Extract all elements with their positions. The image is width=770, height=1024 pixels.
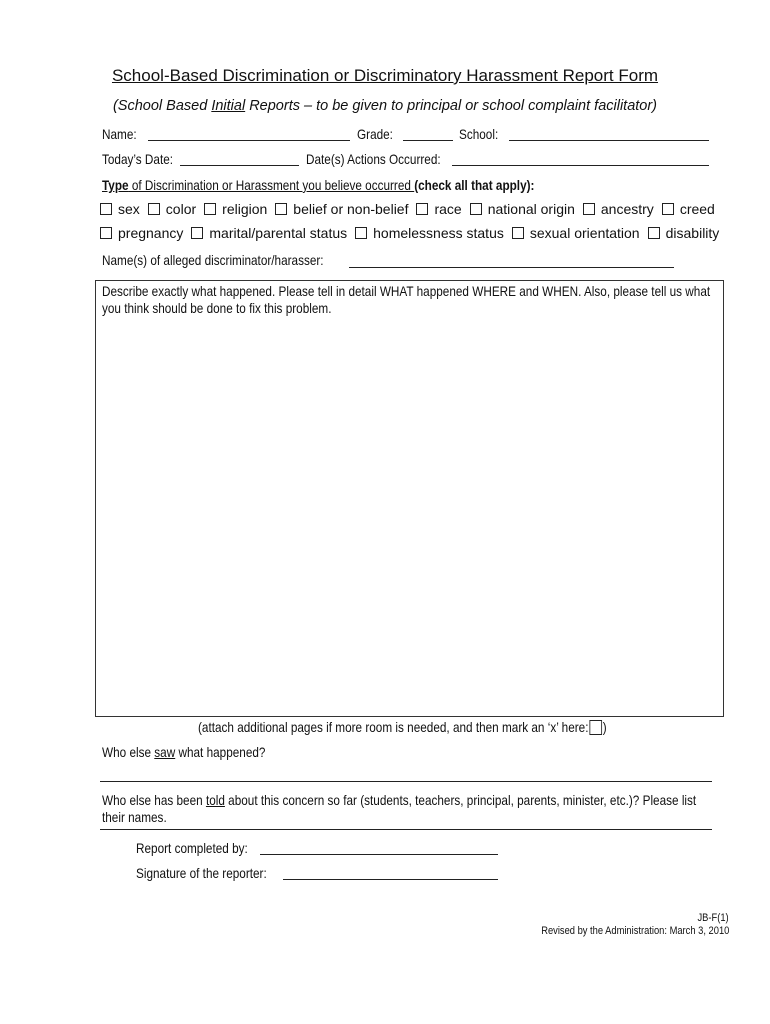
- grade-label: Grade:: [357, 126, 393, 142]
- todays-date-label: Today’s Date:: [102, 151, 174, 167]
- checkbox-label: disability: [665, 225, 720, 241]
- name-field[interactable]: [148, 140, 350, 141]
- discrimination-type-item[interactable]: [648, 225, 720, 241]
- discrimination-type-item[interactable]: [583, 201, 654, 217]
- checkbox[interactable]: [648, 227, 660, 239]
- checkbox[interactable]: [100, 203, 112, 215]
- description-box[interactable]: [95, 280, 724, 717]
- form-subtitle: (School Based Initial Reports – to be given to principal or school complaint facilitator): [112, 98, 658, 114]
- name-label: Name:: [102, 126, 137, 142]
- todays-date-field[interactable]: [180, 165, 299, 166]
- alleged-label: Name(s) of alleged discriminator/harasser:: [102, 252, 324, 268]
- discrimination-type-item[interactable]: [416, 201, 461, 217]
- discrimination-type-item[interactable]: [275, 201, 408, 217]
- checkbox-row-1: [100, 201, 723, 217]
- type-heading: Type of Discrimination or Harassment you believe occurred (check all that apply):: [102, 177, 535, 193]
- completed-by-label: Report completed by:: [136, 840, 248, 856]
- checkbox[interactable]: [470, 203, 482, 215]
- who-saw-field[interactable]: [100, 781, 712, 782]
- checkbox[interactable]: [512, 227, 524, 239]
- dates-occurred-label: Date(s) Actions Occurred:: [306, 151, 441, 167]
- checkbox-label: sex: [118, 201, 140, 217]
- discrimination-type-item[interactable]: [100, 225, 183, 241]
- checkbox-label: ancestry: [600, 201, 654, 217]
- checkbox-label: race: [434, 201, 462, 217]
- alleged-field[interactable]: [349, 267, 674, 268]
- checkbox[interactable]: [191, 227, 203, 239]
- checkbox-label: pregnancy: [118, 225, 184, 241]
- revision-note: Revised by the Administration: March 3, 2010: [540, 925, 729, 937]
- discrimination-type-item[interactable]: [512, 225, 640, 241]
- form-code: JB-F(1): [697, 912, 729, 924]
- checkbox-label: creed: [679, 201, 715, 217]
- who-saw-label: Who else saw what happened?: [102, 744, 266, 760]
- grade-field[interactable]: [403, 140, 453, 141]
- discrimination-type-item[interactable]: [355, 225, 504, 241]
- attach-checkbox[interactable]: [589, 720, 602, 735]
- discrimination-type-item[interactable]: [148, 201, 196, 217]
- attach-note: (attach additional pages if more room is needed, and then mark an ‘x’ here: ): [198, 719, 607, 735]
- who-told-field[interactable]: [100, 829, 712, 830]
- checkbox-label: marital/parental status: [209, 225, 348, 241]
- checkbox[interactable]: [275, 203, 287, 215]
- checkbox[interactable]: [100, 227, 112, 239]
- discrimination-type-item[interactable]: [191, 225, 347, 241]
- checkbox-label: religion: [222, 201, 268, 217]
- completed-by-field[interactable]: [260, 854, 498, 855]
- checkbox[interactable]: [662, 203, 674, 215]
- checkbox[interactable]: [204, 203, 216, 215]
- checkbox-label: sexual orientation: [529, 225, 640, 241]
- checkbox[interactable]: [583, 203, 595, 215]
- discrimination-type-item[interactable]: [470, 201, 575, 217]
- school-label: School:: [459, 126, 499, 142]
- description-prompt: Describe exactly what happened. Please tell in detail WHAT happened WHERE and WHEN. Also, please tell us what you think should be done to fix this problem.: [102, 283, 711, 316]
- form-title: School-Based Discrimination or Discriminatory Harassment Report Form: [111, 66, 659, 85]
- who-told-label: Who else has been told about this concern so far (students, teachers, principal, parents, minister, etc.)? Please list their names.: [102, 792, 697, 825]
- signature-field[interactable]: [283, 879, 498, 880]
- checkbox-label: homelessness status: [373, 225, 504, 241]
- discrimination-type-item[interactable]: [662, 201, 715, 217]
- dates-occurred-field[interactable]: [452, 165, 709, 166]
- discrimination-type-item[interactable]: [204, 201, 267, 217]
- checkbox-label: national origin: [487, 201, 575, 217]
- checkbox-label: color: [165, 201, 197, 217]
- checkbox-row-2: [100, 225, 727, 241]
- checkbox[interactable]: [148, 203, 160, 215]
- checkbox[interactable]: [355, 227, 367, 239]
- discrimination-type-item[interactable]: [100, 201, 140, 217]
- signature-label: Signature of the reporter:: [136, 865, 267, 881]
- school-field[interactable]: [509, 140, 709, 141]
- checkbox[interactable]: [416, 203, 428, 215]
- checkbox-label: belief or non-belief: [293, 201, 409, 217]
